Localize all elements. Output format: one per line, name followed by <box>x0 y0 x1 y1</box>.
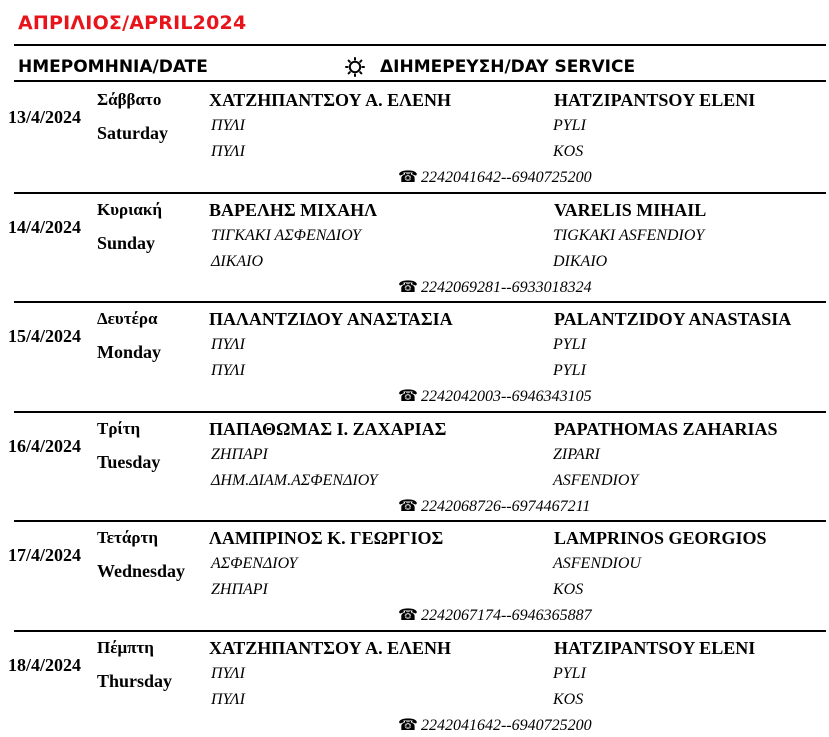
day-name-greek: Τρίτη <box>97 418 141 438</box>
schedule-entry <box>0 82 829 189</box>
telephone-icon: ☎ <box>398 388 418 405</box>
location-english: TIGKAKI ASFENDIOY <box>553 226 705 244</box>
pharmacist-name-english: PAPATHOMAS ZAHARIAS <box>554 418 778 439</box>
pharmacist-name-english: VARELIS MIHAIL <box>554 199 707 220</box>
area-greek: ΔΗΜ.ΔΙΑΜ.ΑΣΦΕΝΔΙΟΥ <box>211 471 378 489</box>
telephone-icon: ☎ <box>398 278 418 296</box>
area-english: ASFENDIOY <box>553 471 639 489</box>
telephone-icon: ☎ <box>398 169 418 186</box>
location-english: PYLI <box>553 117 586 134</box>
pharmacist-name-greek: ΠΑΠΑΘΩΜΑΣ Ι. ΖΑΧΑΡΙΑΣ <box>209 418 447 439</box>
entry-date: 18/4/2024 <box>8 654 82 675</box>
phone-line <box>398 167 592 187</box>
pharmacist-name-greek: ΠΑΛΑΝΤΖΙΔΟΥ ΑΝΑΣΤΑΣΙΑ <box>209 309 453 329</box>
schedule-entry <box>0 411 829 518</box>
phone-numbers: 2242041642--6940725200 <box>420 716 592 734</box>
schedule-entry <box>0 520 829 627</box>
phone-numbers: 2242069281--6933018324 <box>420 278 592 296</box>
day-name-greek: Πέμπτη <box>97 637 154 657</box>
location-english: PYLI <box>553 664 586 682</box>
page-title: ΑΠΡΙΛΙΟΣ/APRIL2024 <box>18 12 247 34</box>
area-english: KOS <box>553 143 584 160</box>
day-name-english: Saturday <box>97 123 169 143</box>
entry-date: 15/4/2024 <box>8 326 82 346</box>
day-name-greek: Σάββατο <box>97 90 162 109</box>
area-greek: ΠΥΛΙ <box>211 690 245 708</box>
telephone-icon: ☎ <box>398 607 418 624</box>
telephone-icon: ☎ <box>398 497 418 515</box>
location-greek: ΠΥΛΙ <box>211 664 245 682</box>
entry-date: 14/4/2024 <box>8 216 82 237</box>
table-header <box>18 55 818 81</box>
phone-line <box>398 715 592 735</box>
pharmacist-name-greek: ΛΑΜΠΡΙΝΟΣ Κ. ΓΕΩΡΓΙΟΣ <box>209 528 444 548</box>
pharmacist-name-english: HATZIPANTSOY ELENI <box>554 637 756 658</box>
pharmacist-name-greek: ΧΑΤΖΗΠΑΝΤΣΟΥ Α. ΕΛΕΝΗ <box>209 637 451 658</box>
schedule-entry <box>0 192 829 299</box>
location-greek: ΠΥΛΙ <box>211 336 245 353</box>
area-english: PYLI <box>553 362 586 379</box>
area-greek: ΠΥΛΙ <box>211 362 245 379</box>
area-greek: ΔΙΚΑΙΟ <box>211 252 264 270</box>
schedule-entry <box>0 301 829 408</box>
phone-line <box>398 277 592 297</box>
phone-line <box>398 496 590 516</box>
phone-numbers: 2242042003--6946343105 <box>420 388 592 405</box>
day-name-english: Wednesday <box>97 561 186 581</box>
sun-icon <box>345 57 365 77</box>
date-column-header: ΗΜΕΡΟΜΗΝΙΑ/DATE <box>18 57 208 77</box>
day-name-english: Thursday <box>97 670 173 691</box>
divider <box>14 192 826 194</box>
divider <box>14 44 826 46</box>
divider <box>14 520 826 522</box>
entry-date: 13/4/2024 <box>8 107 82 127</box>
phone-line <box>398 605 592 625</box>
area-greek: ΖΗΠΑΡΙ <box>211 581 268 598</box>
day-name-greek: Τετάρτη <box>97 528 158 547</box>
phone-numbers: 2242067174--6946365887 <box>420 607 592 624</box>
location-greek: ΖΗΠΑΡΙ <box>211 445 268 463</box>
pharmacist-name-english: HATZIPANTSOY ELENI <box>554 90 756 110</box>
area-english: DIKAIO <box>553 252 608 270</box>
service-column-header: ΔΙΗΜΕΡΕΥΣΗ/DAY SERVICE <box>380 57 636 77</box>
pharmacist-name-english: PALANTZIDOY ANASTASIA <box>554 309 792 329</box>
day-name-greek: Δευτέρα <box>97 309 158 328</box>
location-english: ZIPARI <box>553 445 600 463</box>
pharmacist-name-english: LAMPRINOS GEORGIOS <box>554 528 767 548</box>
day-name-greek: Κυριακή <box>97 199 162 219</box>
divider <box>14 301 826 303</box>
entry-date: 16/4/2024 <box>8 435 82 456</box>
day-name-english: Monday <box>97 342 162 362</box>
area-english: KOS <box>553 690 584 708</box>
location-english: PYLI <box>553 336 586 353</box>
divider <box>14 630 826 632</box>
phone-line <box>398 386 592 406</box>
entry-date: 17/4/2024 <box>8 545 82 565</box>
pharmacist-name-greek: ΒΑΡΕΛΗΣ ΜΙΧΑΗΛ <box>209 199 378 220</box>
day-name-english: Sunday <box>97 232 156 253</box>
location-greek: ΠΥΛΙ <box>211 117 245 134</box>
telephone-icon: ☎ <box>398 716 418 734</box>
location-greek: ΤΙΓΚΑΚΙ ΑΣΦΕΝΔΙΟΥ <box>211 226 361 244</box>
location-greek: ΑΣΦΕΝΔΙΟΥ <box>211 555 298 572</box>
schedule-entry <box>0 630 829 737</box>
pharmacist-name-greek: ΧΑΤΖΗΠΑΝΤΣΟΥ Α. ΕΛΕΝΗ <box>209 90 451 110</box>
location-english: ASFENDIOU <box>553 555 641 572</box>
area-greek: ΠΥΛΙ <box>211 143 245 160</box>
area-english: KOS <box>553 581 584 598</box>
day-name-english: Tuesday <box>97 451 161 472</box>
phone-numbers: 2242068726--6974467211 <box>420 497 591 515</box>
divider <box>14 411 826 413</box>
phone-numbers: 2242041642--6940725200 <box>420 169 592 186</box>
